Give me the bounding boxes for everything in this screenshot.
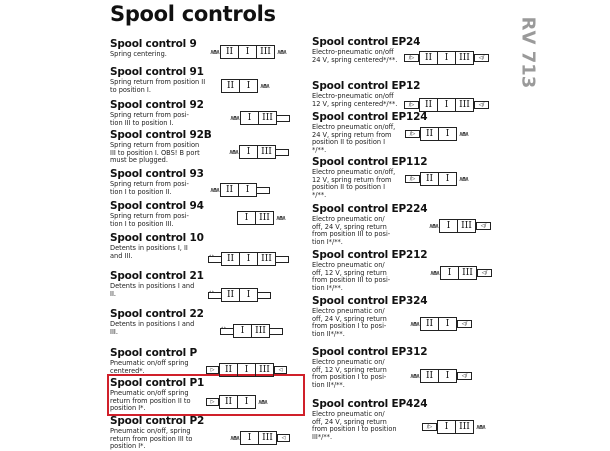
solenoid-icon: ◁/ <box>476 222 491 230</box>
entry-title: Spool control EP124 <box>312 111 428 123</box>
position-cell: III <box>461 221 472 231</box>
position-cell: II <box>421 370 439 382</box>
valve-symbol <box>228 111 290 125</box>
position-cell: III <box>262 113 273 123</box>
position-cell: III <box>259 365 270 375</box>
entry-description: Spring return from posi- tion III to position I. <box>110 111 189 127</box>
entry-description: Electro-pneumatic on/off 12 V, spring centered*/**. <box>312 92 398 108</box>
spool-control-entry <box>110 66 230 94</box>
valve-symbol <box>228 431 290 445</box>
piston-icon <box>277 115 290 122</box>
solenoid-icon: /▷ <box>422 423 437 431</box>
valve-symbol <box>208 288 271 302</box>
position-cell: I <box>245 185 250 195</box>
solenoid-icon: /▷ <box>405 130 420 138</box>
entry-description: Electro pneumatic on/ off, 24 V, spring return from position III to posi- tion I*/**. <box>312 215 391 246</box>
entry-description: Electro pneumatic on/ off, 12 V, spring return from position I to posi- tion II*/**. <box>312 358 387 389</box>
valve-symbol <box>404 51 489 65</box>
pneumatic-actuator-icon: ◁ <box>277 434 290 442</box>
position-cell: III <box>262 433 273 443</box>
entry-title: Spool control EP212 <box>312 249 428 261</box>
position-cell: III <box>462 268 473 278</box>
side-label: RV 713 <box>517 16 539 89</box>
entry-title: Spool control P2 <box>110 415 205 427</box>
position-cell: III <box>260 47 271 57</box>
entry-description: Electro pneumatic on/ off, 24 V, spring return from position I to posi- tion II*/**. <box>312 307 387 338</box>
valve-positions <box>219 395 256 409</box>
entry-title: Spool control EP24 <box>312 36 421 48</box>
detent-icon: ˄˄ <box>208 256 221 263</box>
spring-icon: ʍʍ <box>476 423 484 431</box>
valve-symbol <box>227 145 289 159</box>
entry-title: Spool control EP112 <box>312 156 428 168</box>
valve-positions <box>219 363 274 377</box>
valve-positions <box>420 317 457 331</box>
valve-positions <box>419 51 474 65</box>
piston-icon <box>276 256 289 263</box>
pneumatic-actuator-icon: ◁ <box>274 366 287 374</box>
spring-icon: ʍʍ <box>429 222 437 230</box>
position-cell: I <box>438 421 456 433</box>
spring-icon: ʍʍ <box>230 114 238 122</box>
position-cell: I <box>246 290 251 300</box>
valve-symbol <box>208 252 289 266</box>
solenoid-icon: ◁/ <box>477 269 492 277</box>
spool-control-entry <box>110 308 230 336</box>
position-cell: II <box>421 128 439 140</box>
spring-icon: ʍʍ <box>276 214 284 222</box>
position-cell: II <box>421 318 439 330</box>
entry-title: Spool control 10 <box>110 232 204 244</box>
position-cell: II <box>220 396 238 408</box>
entry-description: Spring return from posi- tion I to position II. <box>110 180 189 196</box>
spool-control-entry <box>110 99 230 127</box>
entry-title: Spool control EP324 <box>312 295 428 307</box>
valve-positions <box>439 219 476 233</box>
entry-title: Spool control EP12 <box>312 80 421 92</box>
position-cell: I <box>241 112 259 124</box>
valve-symbol <box>221 79 270 93</box>
position-cell: I <box>240 253 258 265</box>
solenoid-icon: ◁/ <box>457 372 472 380</box>
position-cell: III <box>259 213 270 223</box>
entry-title: Spool control P <box>110 347 198 359</box>
position-cell: II <box>221 184 239 196</box>
position-cell: III <box>261 254 272 264</box>
valve-symbol <box>206 395 268 409</box>
position-cell: II <box>420 99 438 111</box>
valve-symbol <box>405 127 469 141</box>
valve-positions <box>221 252 276 266</box>
position-cell: II <box>220 364 238 376</box>
entry-title: Spool control 22 <box>110 308 204 320</box>
solenoid-icon: /▷ <box>404 101 419 109</box>
entry-title: Spool control 91 <box>110 66 204 78</box>
position-cell: I <box>438 52 456 64</box>
entry-title: Spool control 92 <box>110 99 204 111</box>
spring-icon: ʍʍ <box>230 434 238 442</box>
position-cell: III <box>261 147 272 157</box>
spool-control-entry <box>312 398 432 441</box>
position-cell: I <box>441 267 459 279</box>
position-cell: I <box>234 325 252 337</box>
spring-icon: ʍʍ <box>210 48 218 56</box>
valve-symbol <box>206 363 287 377</box>
position-cell: III <box>255 326 266 336</box>
entry-description: Pneumatic on/off spring centered*. <box>110 359 189 375</box>
valve-positions <box>437 420 474 434</box>
valve-positions <box>420 127 457 141</box>
entry-title: Spool control 92B <box>110 129 212 141</box>
page-title: Spool controls <box>110 2 276 26</box>
pneumatic-actuator-icon: ▷ <box>206 398 219 406</box>
position-cell: III <box>459 53 470 63</box>
valve-positions <box>221 288 258 302</box>
spring-icon: ʍʍ <box>410 372 418 380</box>
solenoid-icon: /▷ <box>404 54 419 62</box>
spring-icon: ʍʍ <box>459 175 467 183</box>
piston-icon <box>276 149 289 156</box>
valve-symbol <box>427 219 491 233</box>
entry-description: Pneumatic on/off spring return from position II to position I*. <box>110 389 191 412</box>
position-cell: I <box>246 81 251 91</box>
entry-description: Electro-pneumatic on/off 24 V, spring centered*/**. <box>312 48 398 64</box>
spool-control-entry <box>110 200 230 228</box>
entry-description: Detents in positions I, II and III. <box>110 244 188 260</box>
entry-title: Spool control 9 <box>110 38 197 50</box>
piston-icon <box>258 292 271 299</box>
solenoid-icon: /▷ <box>405 175 420 183</box>
spring-icon: ʍʍ <box>459 130 467 138</box>
entry-title: Spool control 94 <box>110 200 204 212</box>
spring-icon: ʍʍ <box>410 320 418 328</box>
entry-description: Spring centering. <box>110 50 167 58</box>
position-cell: I <box>440 220 458 232</box>
spool-control-entry <box>312 249 432 292</box>
detent-icon: ˄˄ <box>220 328 233 335</box>
entry-title: Spool control P1 <box>110 377 205 389</box>
valve-symbol <box>208 45 287 59</box>
valve-positions <box>240 431 277 445</box>
entry-title: Spool control 93 <box>110 168 204 180</box>
solenoid-icon: ◁/ <box>474 54 489 62</box>
valve-symbol <box>428 266 492 280</box>
entry-description: Pneumatic on/off, spring return from position III to position I*. <box>110 427 193 450</box>
valve-positions <box>221 79 258 93</box>
spring-icon: ʍʍ <box>258 398 266 406</box>
valve-positions <box>440 266 477 280</box>
piston-icon <box>270 328 283 335</box>
valve-positions <box>220 45 275 59</box>
position-cell: III <box>459 100 470 110</box>
entry-title: Spool control EP224 <box>312 203 428 215</box>
spring-icon: ʍʍ <box>277 48 285 56</box>
position-cell: I <box>445 129 450 139</box>
spring-icon: ʍʍ <box>260 82 268 90</box>
position-cell: I <box>241 432 259 444</box>
entry-title: Spool control 21 <box>110 270 204 282</box>
position-cell: II <box>221 46 239 58</box>
entry-description: Electro pneumatic on/ off, 24 V, spring return from position I to position III*/**. <box>312 410 397 441</box>
entry-title: Spool control EP312 <box>312 346 428 358</box>
position-cell: II <box>222 289 240 301</box>
detent-icon: ˄˄ <box>208 292 221 299</box>
position-cell: II <box>421 173 439 185</box>
spring-icon: ʍʍ <box>430 269 438 277</box>
entry-description: Electro pneumatic on/off, 24 V, spring return from position II to position I */**. <box>312 123 396 154</box>
position-cell: I <box>445 319 450 329</box>
position-cell: I <box>240 146 258 158</box>
spool-control-entry <box>110 415 230 451</box>
spring-icon: ʍʍ <box>229 148 237 156</box>
position-cell: I <box>445 371 450 381</box>
valve-positions <box>233 324 270 338</box>
valve-positions <box>220 183 257 197</box>
position-cell: III <box>459 422 470 432</box>
entry-title: Spool control EP424 <box>312 398 428 410</box>
valve-positions <box>237 211 274 225</box>
position-cell: I <box>239 46 257 58</box>
spool-control-entry <box>110 129 230 165</box>
position-cell: II <box>222 80 240 92</box>
position-cell: II <box>420 52 438 64</box>
valve-positions <box>420 172 457 186</box>
entry-description: Detents in positions I and III. <box>110 320 195 336</box>
solenoid-icon: ◁/ <box>474 101 489 109</box>
spring-icon: ʍʍ <box>210 186 218 194</box>
piston-icon <box>257 187 270 194</box>
position-cell: I <box>438 99 456 111</box>
valve-positions <box>239 145 276 159</box>
entry-description: Spring return from posi- tion I to position III. <box>110 212 189 228</box>
valve-positions <box>240 111 277 125</box>
valve-symbol <box>405 172 469 186</box>
valve-symbol <box>408 369 472 383</box>
position-cell: I <box>445 174 450 184</box>
entry-description: Electro pneumatic on/ off, 12 V, spring return from position III to posi- tion I*/**. <box>312 261 391 292</box>
valve-symbol <box>422 420 486 434</box>
entry-description: Spring return from position II to position I. <box>110 78 206 94</box>
entry-description: Electro pneumatic on/off, 12 V, spring return from position II to position I */**. <box>312 168 396 199</box>
position-cell: II <box>222 253 240 265</box>
position-cell: I <box>244 397 249 407</box>
valve-symbol <box>237 211 286 225</box>
position-cell: I <box>238 212 256 224</box>
valve-symbol <box>208 183 270 197</box>
entry-description: Detents in positions I and II. <box>110 282 195 298</box>
valve-positions <box>419 98 474 112</box>
valve-symbol <box>220 324 283 338</box>
valve-symbol <box>408 317 472 331</box>
solenoid-icon: ◁/ <box>457 320 472 328</box>
position-cell: I <box>238 364 256 376</box>
pneumatic-actuator-icon: ▷ <box>206 366 219 374</box>
valve-positions <box>420 369 457 383</box>
valve-symbol <box>404 98 489 112</box>
spool-control-entry <box>312 203 432 246</box>
entry-description: Spring return from position III to position I. OBS! B port must be plugged. <box>110 141 200 164</box>
